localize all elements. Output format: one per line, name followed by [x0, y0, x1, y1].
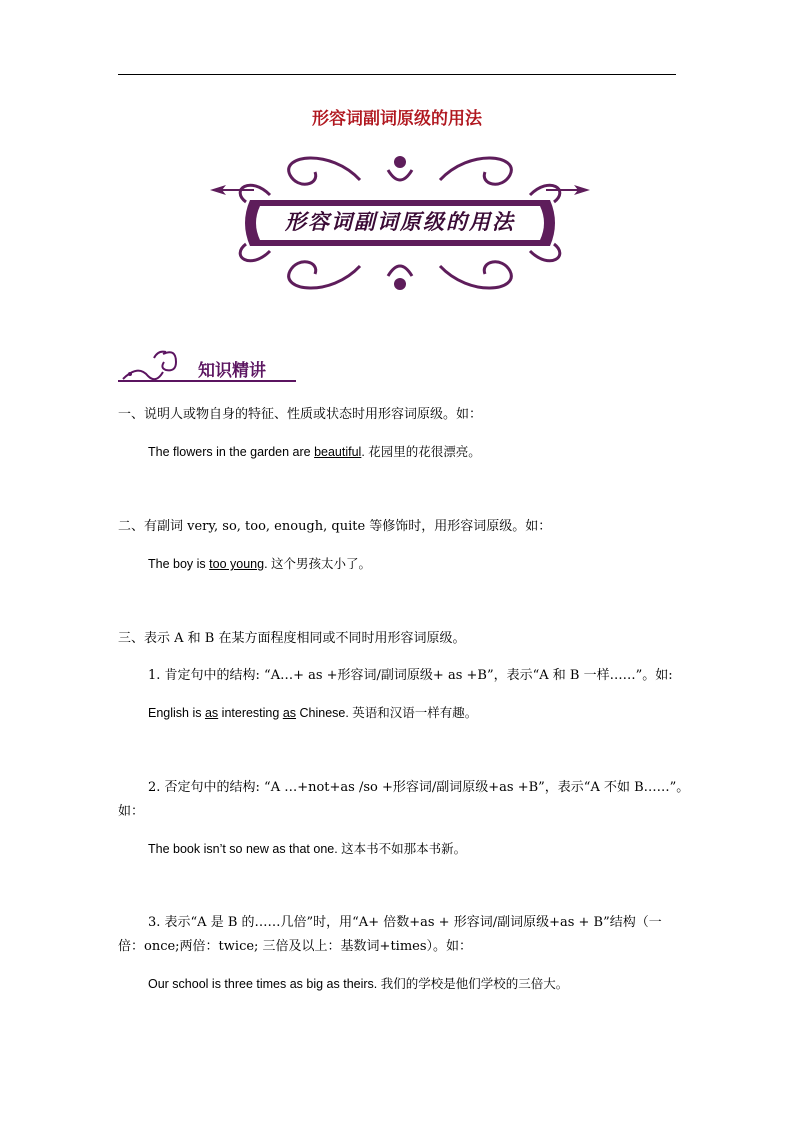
example-underlined: too young [209, 557, 265, 571]
point-3-example-1 [148, 704, 477, 722]
decorative-banner [210, 150, 590, 296]
flourish-icon [118, 344, 188, 384]
example-text: . 花园里的花很漂亮。 [361, 445, 481, 459]
banner-title: 形容词副词原级的用法 [285, 209, 515, 234]
section-underline [118, 380, 296, 382]
header-rule [118, 74, 676, 75]
point-2-heading: 二、有副词 very, so, too, enough, quite 等修饰时，用形容词原级。如： [118, 519, 552, 534]
section-heading-label: 知识精讲 [198, 361, 266, 381]
example-underlined: as [204, 706, 219, 720]
point-3-sub-2-cont: 如： [118, 804, 145, 819]
point-1-heading: 一、说明人或物自身的特征、性质或状态时用形容词原级。如： [118, 407, 483, 422]
section-heading [118, 344, 298, 386]
page-title: 形容词副词原级的用法 [312, 109, 482, 129]
example-text: English is [148, 706, 205, 720]
point-3-sub-3-cont: 倍：once;两倍：twice; 三倍及以上：基数词+times）。如： [118, 939, 473, 954]
point-3-example-2: The book isn’t so new as that one. 这本书不如那本书新。 [148, 842, 467, 856]
point-3-sub-1: 1. 肯定句中的结构: “A…+ as +形容词/副词原级+ as +B”，表示“A 和 B 一样……”。如: [148, 668, 673, 683]
point-3-example-3: Our school is three times as big as theirs. 我们的学校是他们学校的三倍大。 [148, 977, 569, 991]
example-text: Chinese. 英语和汉语一样有趣。 [296, 706, 478, 720]
point-2-example [148, 555, 371, 573]
point-3-sub-3: 3. 表示“A 是 B 的……几倍”时，用“A+ 倍数+as + 形容词/副词原级+as + B”结构（一 [148, 915, 662, 930]
example-text: . 这个男孩太小了。 [264, 557, 372, 571]
example-text: The flowers in the garden are [148, 445, 315, 459]
example-text: interesting [218, 706, 283, 720]
point-3-heading: 三、表示 A 和 B 在某方面程度相同或不同时用形容词原级。 [118, 631, 466, 646]
example-text: The boy is [148, 557, 210, 571]
point-1-example [148, 443, 481, 461]
example-underlined: beautiful [314, 445, 362, 459]
example-underlined: as [282, 706, 297, 720]
point-3-sub-2: 2. 否定句中的结构: “A …+not+as /so +形容词/副词原级+as +B”，表示“A 不如 B……”。 [148, 780, 690, 795]
